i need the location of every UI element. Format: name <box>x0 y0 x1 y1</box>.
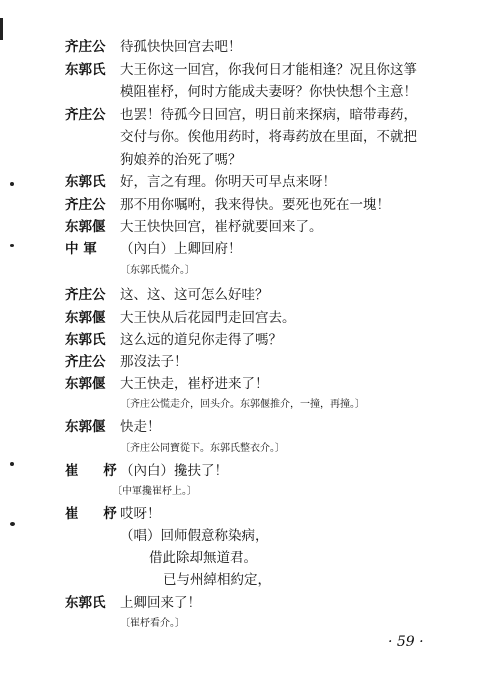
stage-direction: 〔中軍攙崔杼上。〕 <box>112 486 197 497</box>
dialogue-text: 哎呀！ <box>120 506 161 522</box>
dialogue-text: （內白）攙扶了！ <box>120 463 228 479</box>
dialogue-text: 那沒法子！ <box>120 354 188 370</box>
ink-dot <box>10 462 14 466</box>
page-edge-mark <box>0 18 3 40</box>
speaker-name: 齐庄公 <box>65 354 106 370</box>
dialogue-text: 大王快从后花园門走回宫去。 <box>120 310 296 326</box>
speaker-name: 东郭氏 <box>65 62 106 78</box>
speaker-name: 东郭偃 <box>65 419 106 435</box>
dialogue-text: 模阻崔杼，何时方能成夫妻呀？你快快想个主意！ <box>120 84 417 100</box>
dialogue-text: 这么远的道兒你走得了嗎？ <box>120 332 282 348</box>
ink-dot <box>10 182 14 186</box>
speaker-name: 东郭偃 <box>65 310 106 326</box>
dialogue-text: 快走！ <box>120 419 161 435</box>
speaker-name: 东郭偃 <box>65 376 106 392</box>
dialogue-text: 大王快快回宫，崔杼就要回来了。 <box>120 219 323 235</box>
ink-dot <box>10 244 14 247</box>
dialogue-text: 上卿回来了！ <box>120 595 201 611</box>
speaker-name: 东郭偃 <box>65 219 106 235</box>
dialogue-text: 好，言之有理。你明天可早点来呀！ <box>120 174 336 190</box>
dialogue-text: 那不用你嘱咐，我来得快。要死也死在一塊！ <box>120 197 390 213</box>
dialogue-text: 待孤快快回宫去吧！ <box>120 39 242 55</box>
speaker-name: 东郭氏 <box>65 332 106 348</box>
speaker-name: 崔 杼 <box>65 506 127 522</box>
ink-dot <box>10 522 15 526</box>
dialogue-text: 这、这、这可怎么好哇？ <box>120 287 269 303</box>
dialogue-text: 也罢！待孤今日回宫，明日前来探病，暗带毒药， <box>120 107 417 123</box>
speaker-name: 齐庄公 <box>65 107 106 123</box>
speaker-name: 中 軍 <box>65 241 97 257</box>
verse-text: （唱）回师假意称染病， <box>120 528 269 544</box>
dialogue-text: （內白）上卿回府！ <box>120 241 242 257</box>
dialogue-text: 大王快走，崔杼进来了！ <box>120 376 269 392</box>
verse-text: 已与州綽相約定， <box>163 572 271 588</box>
dialogue-text: 狗娘养的治死了嗎？ <box>120 152 242 168</box>
speaker-name: 崔 杼 <box>65 463 127 479</box>
speaker-name: 齐庄公 <box>65 197 106 213</box>
stage-direction: 〔东郭氏慌介。〕 <box>120 265 195 276</box>
verse-text: 借此除却無道君。 <box>149 550 257 566</box>
speaker-name: 东郭氏 <box>65 595 106 611</box>
speaker-name: 齐庄公 <box>65 39 106 55</box>
speaker-name: 东郭氏 <box>65 174 106 190</box>
page-number: · 59 · <box>388 634 424 650</box>
stage-direction: 〔齐庄公同寶從下。东郭氏整衣介。〕 <box>120 443 285 454</box>
speaker-name: 齐庄公 <box>65 287 106 303</box>
dialogue-text: 大王你这一回宫，你我何日才能相逢？况且你这箏 <box>120 62 417 78</box>
dialogue-text: 交付与你。俟他用药时，将毒药放在里面，不就把 <box>120 129 417 145</box>
stage-direction: 〔齐庄公慌走介，回头介。东郭偃推介，一撞，再撞。〕 <box>120 399 365 410</box>
stage-direction: 〔崔杼看介。〕 <box>120 618 185 629</box>
